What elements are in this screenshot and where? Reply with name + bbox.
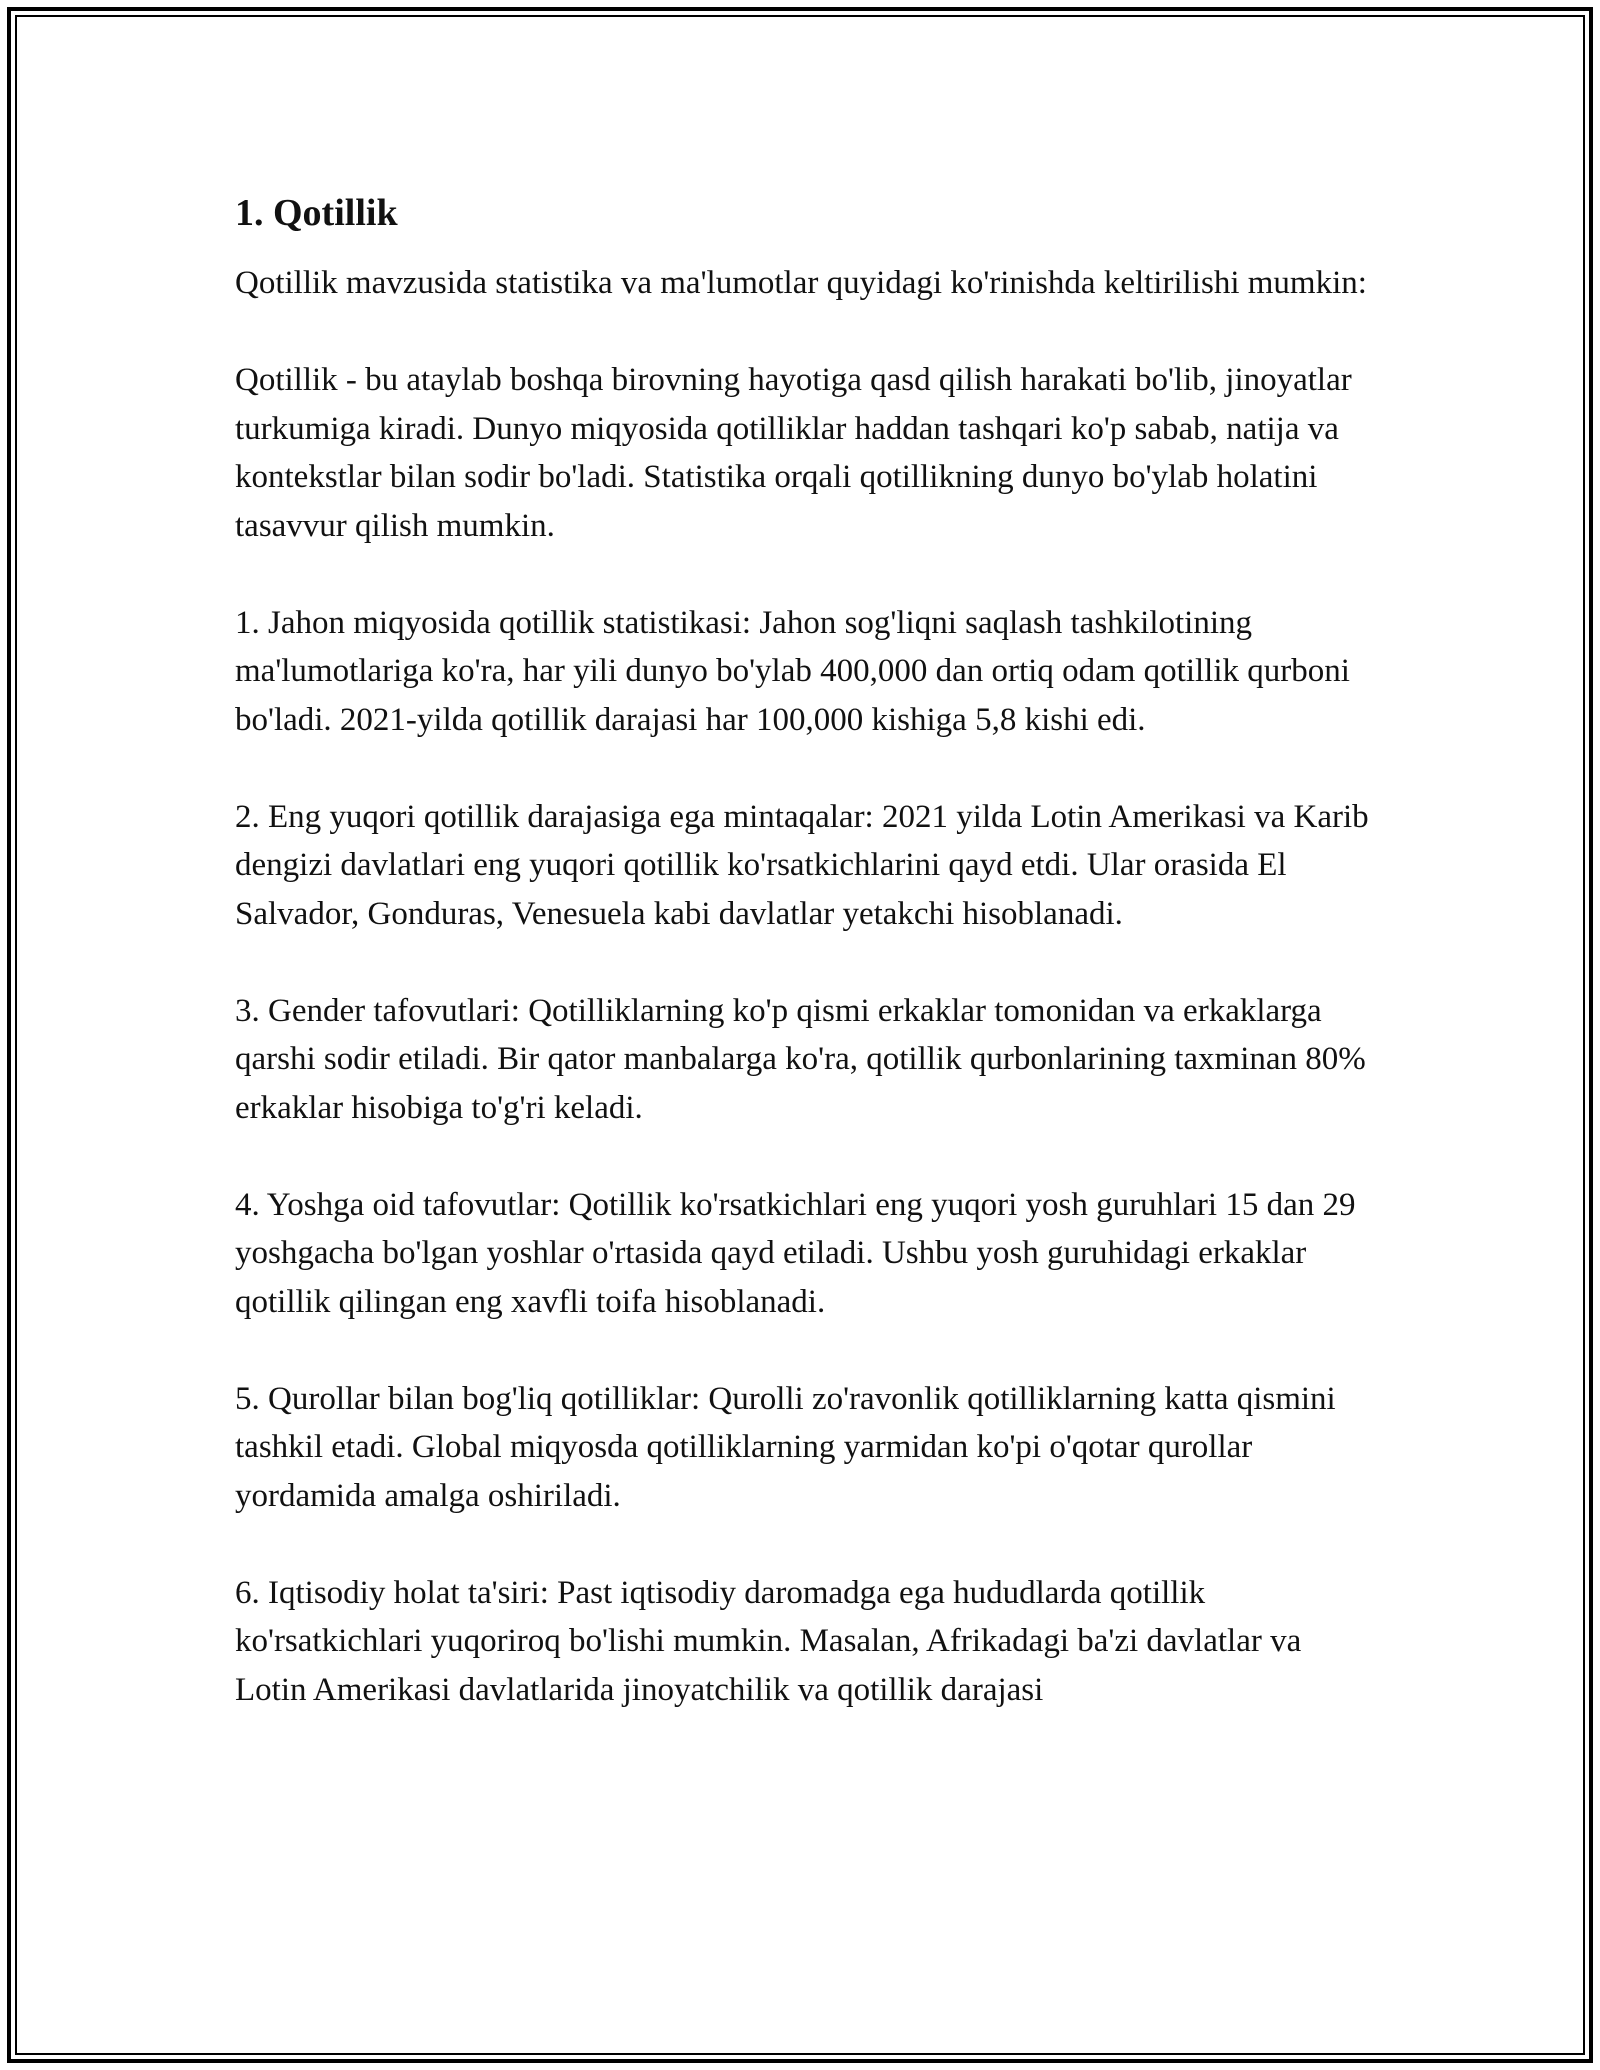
- list-item-age-differences: 4. Yoshga oid tafovutlar: Qotillik ko'rsatkichlari eng yuqori yosh guruhlari 15 dan 29 yoshgacha bo'lgan yoshlar o'rtasida qayd etiladi. Ushbu yosh guruhidagi erkaklar qotillik qilingan eng xavfli toifa hisoblanadi.: [235, 1186, 1356, 1320]
- intro-paragraph: Qotillik mavzusida statistika va ma'lumotlar quyidagi ko'rinishda keltirilishi mumkin:: [235, 265, 1367, 301]
- list-item-gender-differences: 3. Gender tafovutlari: Qotilliklarning ko'p qismi erkaklar tomonidan va erkaklarga qarshi sodir etiladi. Bir qator manbalarga ko'ra, qotillik qurbonlarining taxminan 80% erkaklar hisobiga to'g'ri keladi.: [235, 992, 1366, 1126]
- list-item-firearm-homicides: 5. Qurollar bilan bog'liq qotilliklar: Qurolli zo'ravonlik qotilliklarning katta qismini tashkil etadi. Global miqyosda qotilliklarning yarmidan ko'pi o'qotar qurollar yordamida amalga oshiriladi.: [235, 1380, 1336, 1514]
- document-body: [235, 185, 1375, 1763]
- definition-paragraph: Qotillik - bu ataylab boshqa birovning hayotiga qasd qilish harakati bo'lib, jinoyatlar turkumiga kiradi. Dunyo miqyosida qotilliklar haddan tashqari ko'p sabab, natija va kontekstlar bilan sodir bo'ladi. Statistika orqali qotillikning dunyo bo'ylab holatini tasavvur qilish mumkin.: [235, 362, 1352, 544]
- section-heading: 1. Qotillik: [235, 192, 398, 234]
- list-item-global-statistics: 1. Jahon miqyosida qotillik statistikasi: Jahon sog'liqni saqlash tashkilotining ma'lumotlariga ko'ra, har yili dunyo bo'ylab 400,000 dan ortiq odam qotillik qurboni bo'ladi. 2021-yilda qotillik darajasi har 100,000 kishiga 5,8 kishi edi.: [235, 604, 1350, 738]
- list-item-economic-impact: 6. Iqtisodiy holat ta'siri: Past iqtisodiy daromadga ega hududlarda qotillik ko'rsatkichlari yuqoriroq bo'lishi mumkin. Masalan, Afrikadagi ba'zi davlatlar va Lotin Amerikasi davlatlarida jinoyatchilik va qotillik darajasi: [235, 1574, 1302, 1708]
- list-item-highest-regions: 2. Eng yuqori qotillik darajasiga ega mintaqalar: 2021 yilda Lotin Amerikasi va Karib dengizi davlatlari eng yuqori qotillik ko'rsatkichlarini qayd etdi. Ular orasida El Salvador, Gonduras, Venesuela kabi davlatlar yetakchi hisoblanadi.: [235, 798, 1369, 932]
